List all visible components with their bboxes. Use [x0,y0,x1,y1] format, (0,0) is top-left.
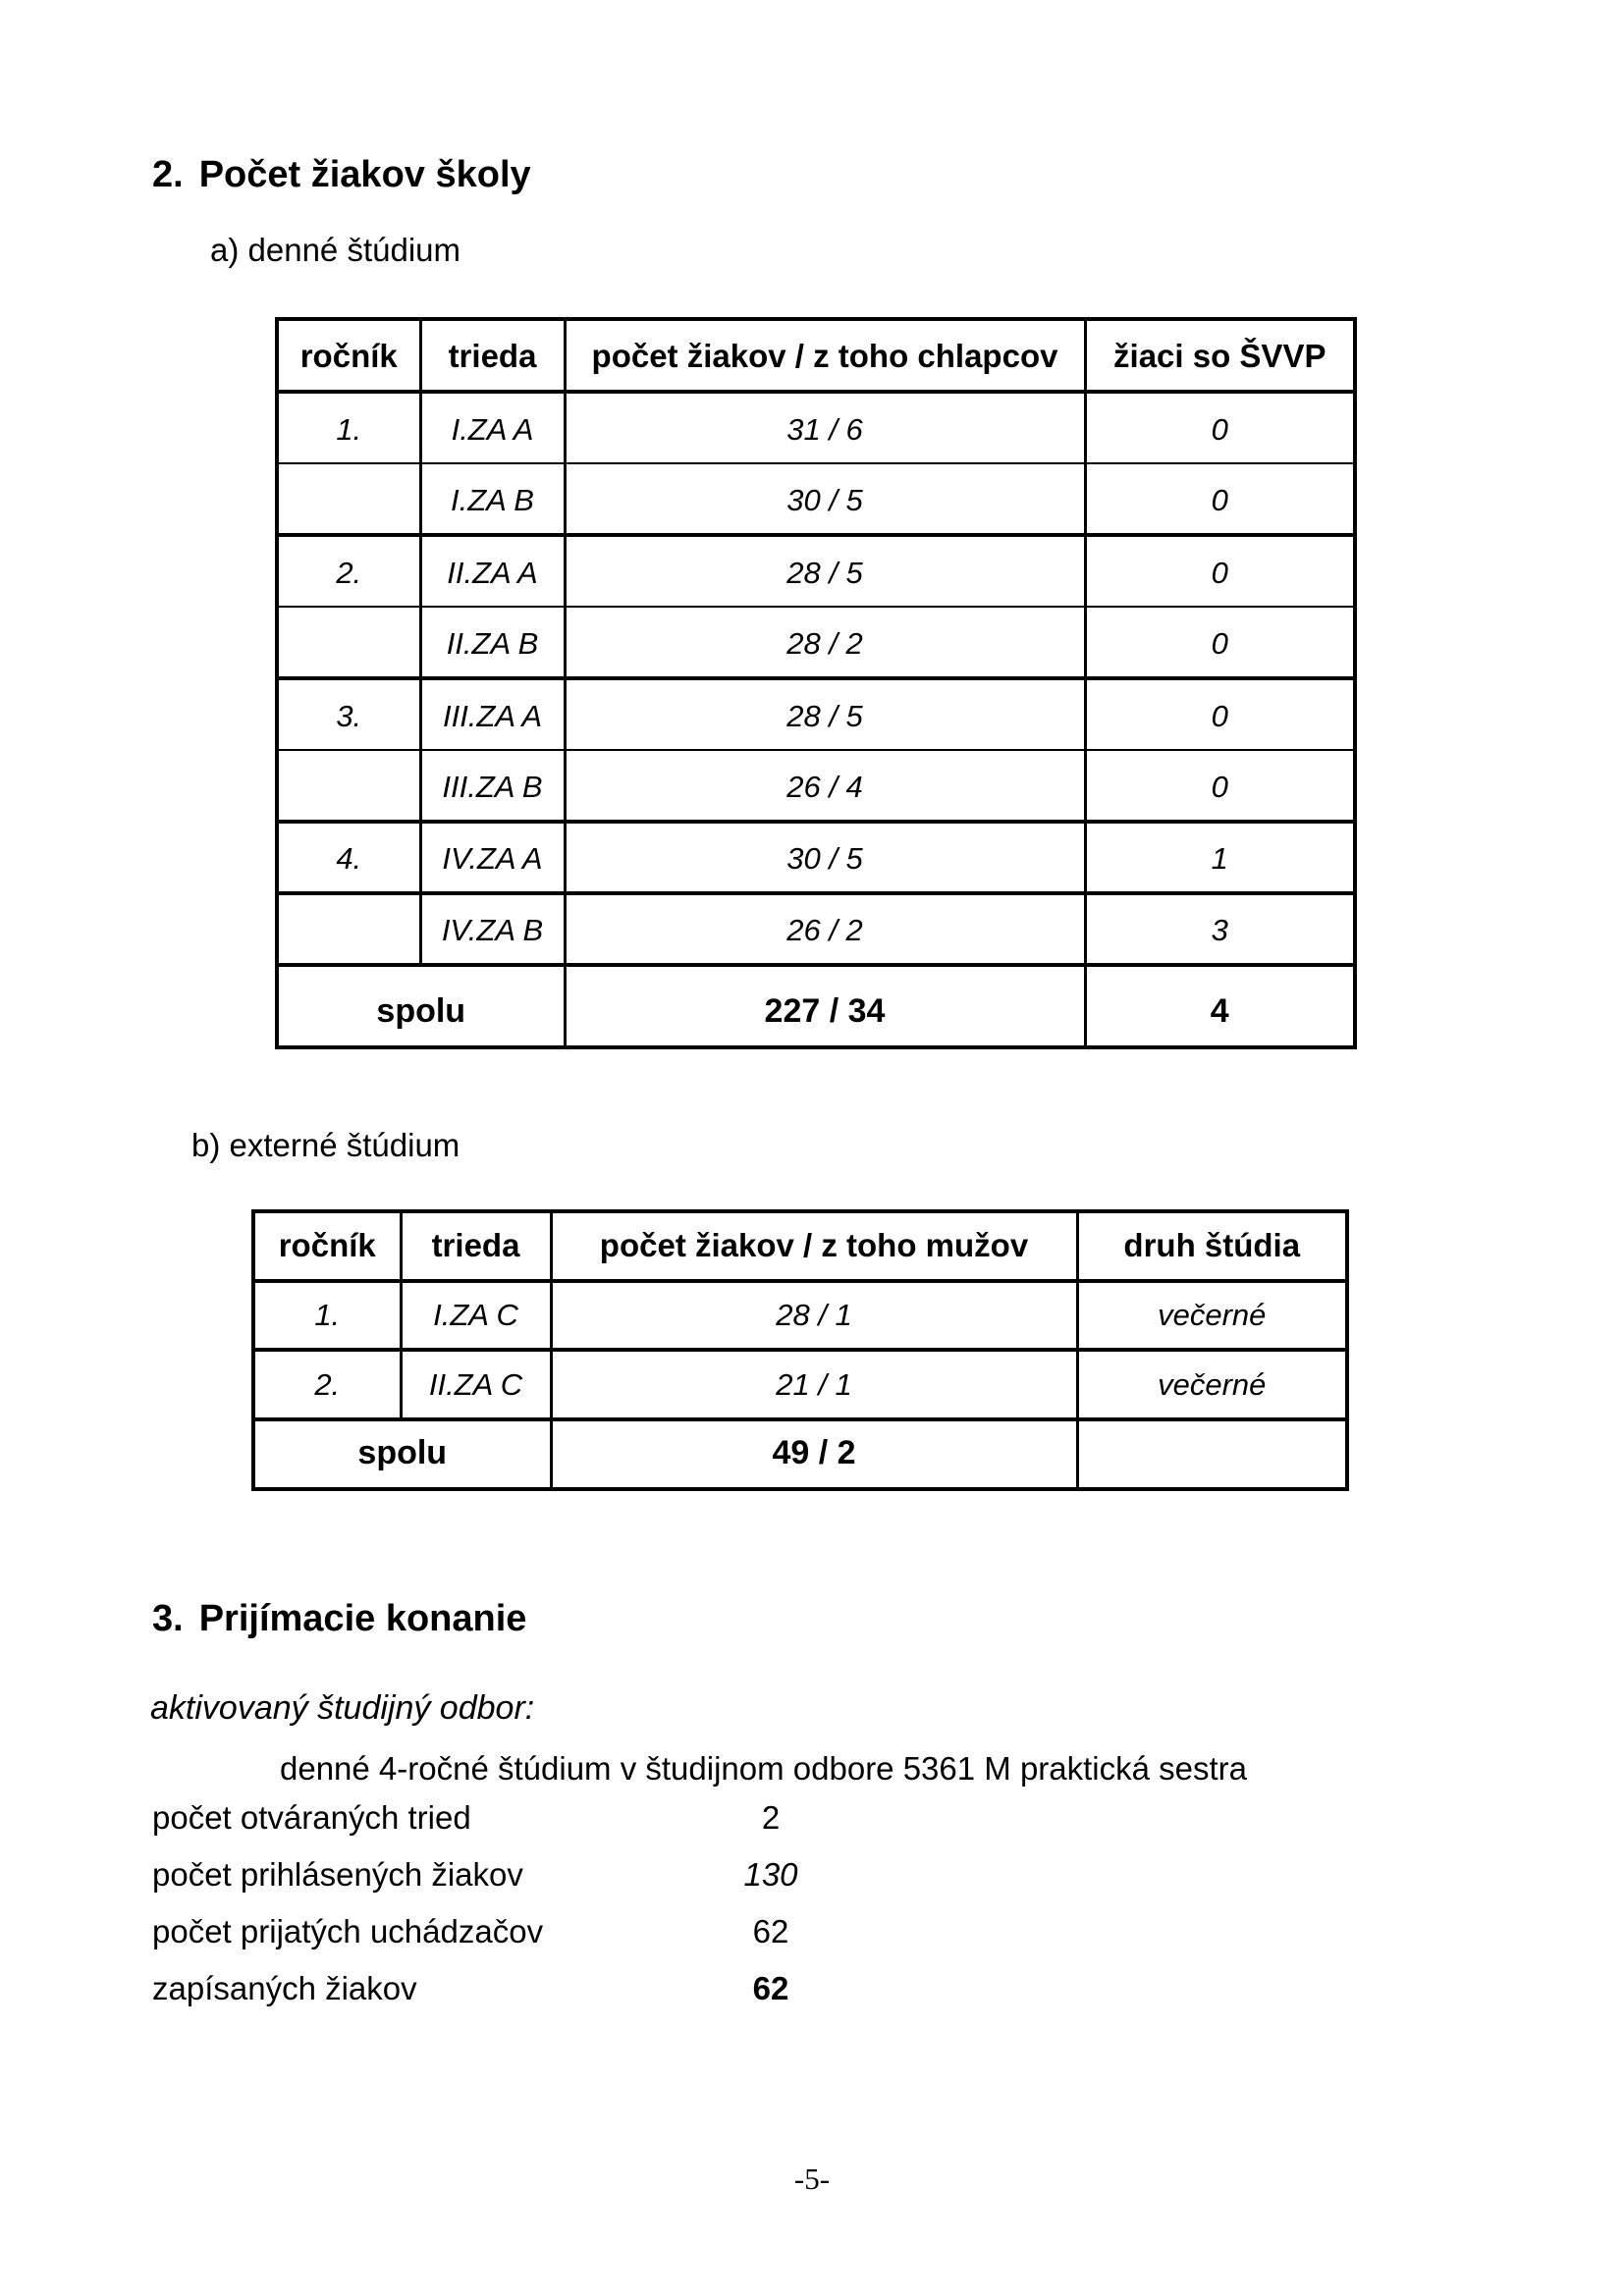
stat-value: 130 [743,1856,798,1893]
cell-trieda: II.ZA B [420,607,565,678]
total-pocet: 49 / 2 [551,1419,1077,1489]
header-pocet-chlapcov: počet žiakov / z toho chlapcov [565,319,1085,392]
table-externe-header-row [253,1211,1347,1281]
table-row [277,822,1355,893]
table-row [253,1281,1347,1350]
cell-rocnik: 2. [277,535,420,607]
total-label: spolu [376,992,466,1030]
table-row [277,750,1355,822]
cell-svvp: 0 [1085,750,1355,822]
header-trieda: trieda [401,1211,551,1281]
cell-svvp: 0 [1085,535,1355,607]
table-row [277,678,1355,750]
cell-trieda: III.ZA B [420,750,565,822]
total-label: spolu [357,1434,448,1471]
section-3-heading [152,1597,526,1640]
stat-row-zapisani-ziaci [0,1969,1624,2008]
table-externe-studium [251,1209,1349,1491]
stat-row-otvarane-triedy [0,1798,1624,1838]
table-row [253,1350,1347,1419]
cell-druh: večerné [1077,1281,1347,1350]
header-rocnik: ročník [253,1211,401,1281]
cell-rocnik: 3. [277,678,420,750]
cell-pocet: 30 / 5 [565,822,1085,893]
section-2-heading [152,153,531,196]
stat-value: 62 [752,1970,789,2006]
header-pocet-muzov: počet žiakov / z toho mužov [551,1211,1077,1281]
table-total-row [277,965,1355,1047]
cell-trieda: I.ZA A [420,392,565,463]
section-3-title: Prijímacie konanie [198,1598,527,1639]
stat-label: počet prijatých uchádzačov [152,1913,544,1949]
cell-pocet: 28 / 5 [565,535,1085,607]
subsection-b-label: b) externé štúdium [191,1127,460,1163]
cell-trieda: IV.ZA A [420,822,565,893]
cell-svvp: 0 [1085,463,1355,535]
odbor-detail-line: denné 4-ročné štúdium v študijnom odbore 5361 M praktická sestra [280,1750,1248,1787]
section-2-title: Počet žiakov školy [198,154,531,195]
header-svvp: žiaci so ŠVVP [1085,319,1355,392]
table-denne-header-row [277,319,1355,392]
cell-rocnik: 2. [253,1350,401,1419]
cell-trieda: III.ZA A [420,678,565,750]
cell-pocet: 31 / 6 [565,392,1085,463]
cell-pocet: 26 / 2 [565,893,1085,965]
total-pocet: 227 / 34 [565,965,1085,1047]
cell-pocet: 28 / 2 [565,607,1085,678]
table-row [277,463,1355,535]
stat-value: 62 [752,1913,789,1949]
stat-value: 2 [761,1799,781,1836]
odbor-intro-line: aktivovaný študijný odbor: [150,1689,535,1727]
cell-trieda: IV.ZA B [420,893,565,965]
cell-rocnik [277,893,420,965]
cell-pocet: 28 / 1 [551,1281,1077,1350]
header-druh-studia: druh štúdia [1077,1211,1347,1281]
total-druh [1077,1419,1347,1489]
cell-rocnik [277,607,420,678]
stat-label: počet prihlásených žiakov [152,1856,523,1893]
cell-druh: večerné [1077,1350,1347,1419]
header-trieda: trieda [420,319,565,392]
cell-rocnik: 1. [253,1281,401,1350]
cell-rocnik: 4. [277,822,420,893]
cell-trieda: I.ZA B [420,463,565,535]
cell-pocet: 28 / 5 [565,678,1085,750]
subsection-a-label: a) denné štúdium [210,232,460,268]
cell-rocnik [277,750,420,822]
stat-row-prijati-uchadzaci [0,1912,1624,1951]
cell-rocnik [277,463,420,535]
cell-trieda: I.ZA C [401,1281,551,1350]
table-row [277,607,1355,678]
table-row [277,392,1355,463]
cell-pocet: 30 / 5 [565,463,1085,535]
cell-svvp: 0 [1085,607,1355,678]
header-rocnik: ročník [277,319,420,392]
stat-row-prihlaseni-ziaci [0,1855,1624,1895]
cell-pocet: 21 / 1 [551,1350,1077,1419]
stat-label: zapísaných žiakov [152,1970,417,2006]
cell-svvp: 0 [1085,392,1355,463]
table-total-row [253,1419,1347,1489]
cell-trieda: II.ZA C [401,1350,551,1419]
table-row [277,893,1355,965]
cell-trieda: II.ZA A [420,535,565,607]
section-2-number: 2. [152,154,184,195]
stat-label: počet otváraných tried [152,1799,471,1836]
table-row [277,535,1355,607]
cell-rocnik: 1. [277,392,420,463]
total-svvp: 4 [1085,965,1355,1047]
table-denne-studium [275,317,1357,1049]
cell-svvp: 1 [1085,822,1355,893]
cell-pocet: 26 / 4 [565,750,1085,822]
section-3-number: 3. [152,1598,184,1639]
cell-svvp: 0 [1085,678,1355,750]
page-number: -5- [793,2162,831,2196]
cell-svvp: 3 [1085,893,1355,965]
